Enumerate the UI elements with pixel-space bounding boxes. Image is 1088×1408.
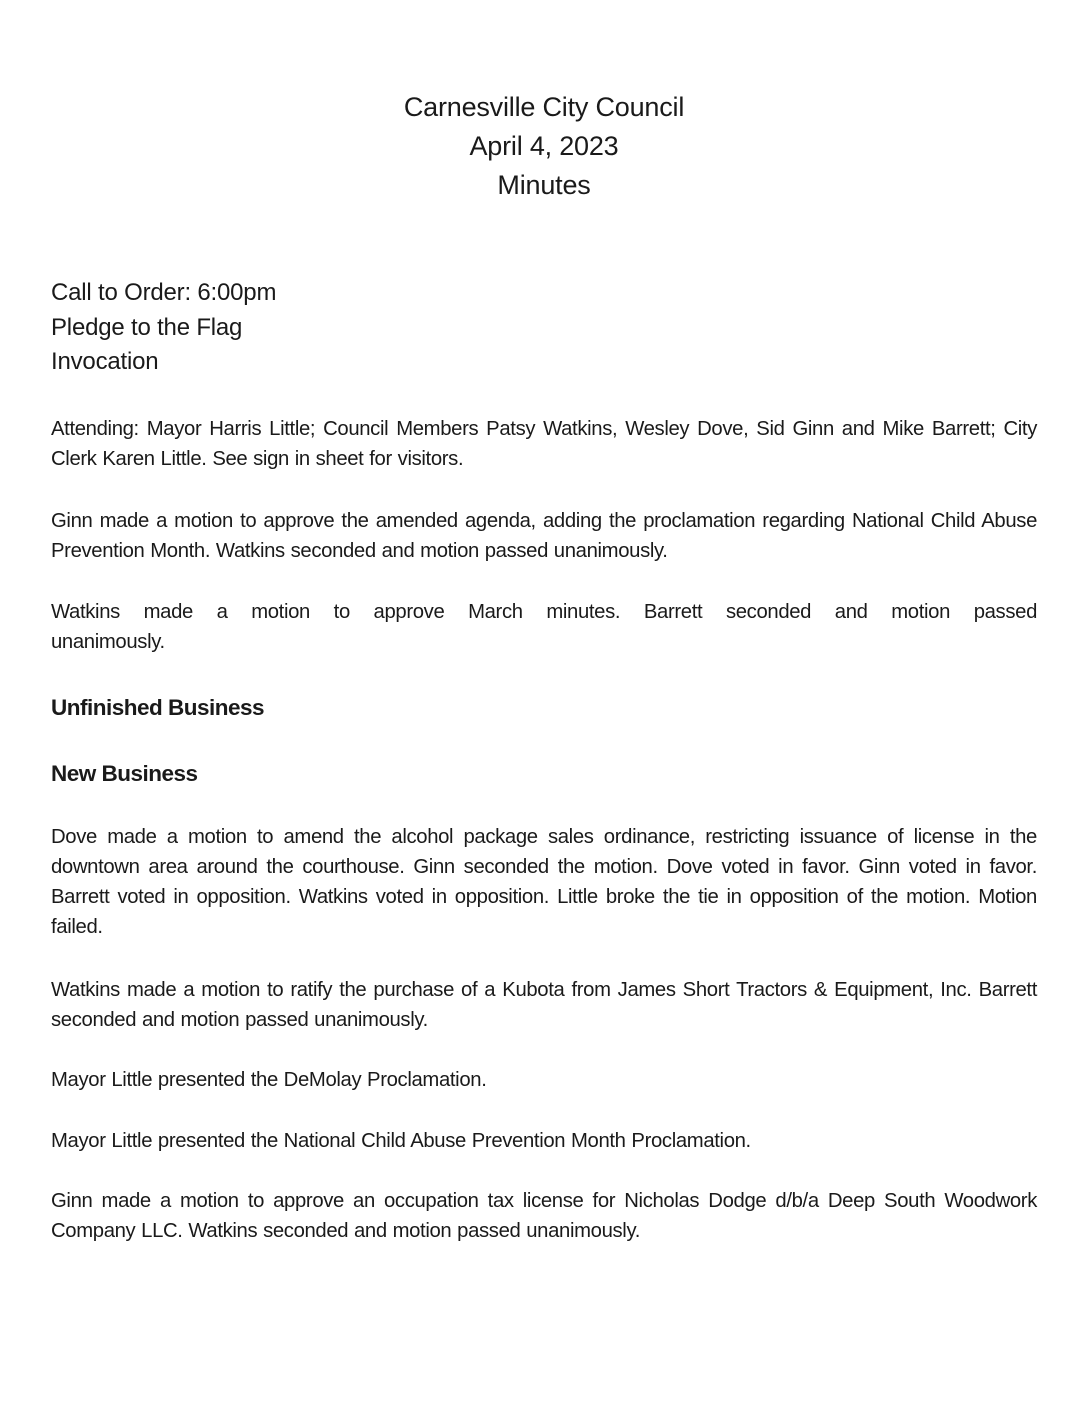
- council-name: Carnesville City Council: [403, 92, 685, 122]
- demolay-paragraph: Mayor Little presented the DeMolay Proclamation.: [51, 1069, 487, 1091]
- invocation: Invocation: [51, 348, 159, 375]
- call-to-order: Call to Order: 6:00pm: [51, 279, 277, 306]
- minutes-motion-paragraph: [51, 597, 1037, 657]
- new-business-heading: New Business: [51, 761, 198, 786]
- pledge-to-flag: Pledge to the Flag: [51, 313, 243, 341]
- alcohol-motion-paragraph: Dove made a motion to amend the alcohol package sales ordinance, restricting issuance of license in the downtown area around the courthouse. Ginn seconded the motion. Dove voted in favor. Ginn voted in favor. Barrett voted in opposition. Watkins voted in opposition. Little broke the tie in opposition of the motion. Motion failed.: [51, 826, 1037, 938]
- document-header: [0, 88, 1088, 205]
- minutes-motion-line-1: Watkins made a motion to approve March minutes. Barrett seconded and motion passed: [51, 601, 1037, 623]
- occupation-tax-paragraph: Ginn made a motion to approve an occupation tax license for Nicholas Dodge d/b/a Deep South Woodwork Company LLC. Watkins seconded and motion passed unanimously.: [51, 1190, 1037, 1242]
- attending-paragraph: Attending: Mayor Harris Little; Council Members Patsy Watkins, Wesley Dove, Sid Ginn and Mike Barrett; City Clerk Karen Little. See sign in sheet for visitors.: [51, 418, 1037, 470]
- kubota-motion-paragraph: Watkins made a motion to ratify the purchase of a Kubota from James Short Tractors & Equipment, Inc. Barrett seconded and motion passed unanimously.: [51, 979, 1037, 1031]
- child-abuse-proclamation-paragraph: Mayor Little presented the National Child Abuse Prevention Month Proclamation.: [51, 1130, 751, 1152]
- unfinished-business-heading: Unfinished Business: [51, 695, 265, 720]
- meeting-date: April 4, 2023: [469, 131, 619, 161]
- minutes-motion-line-2: unanimously.: [51, 631, 165, 653]
- document-type: Minutes: [497, 170, 591, 200]
- agenda-motion-paragraph: Ginn made a motion to approve the amended agenda, adding the proclamation regarding National Child Abuse Prevention Month. Watkins seconded and motion passed unanimously.: [51, 510, 1037, 562]
- opening-items: [51, 276, 276, 380]
